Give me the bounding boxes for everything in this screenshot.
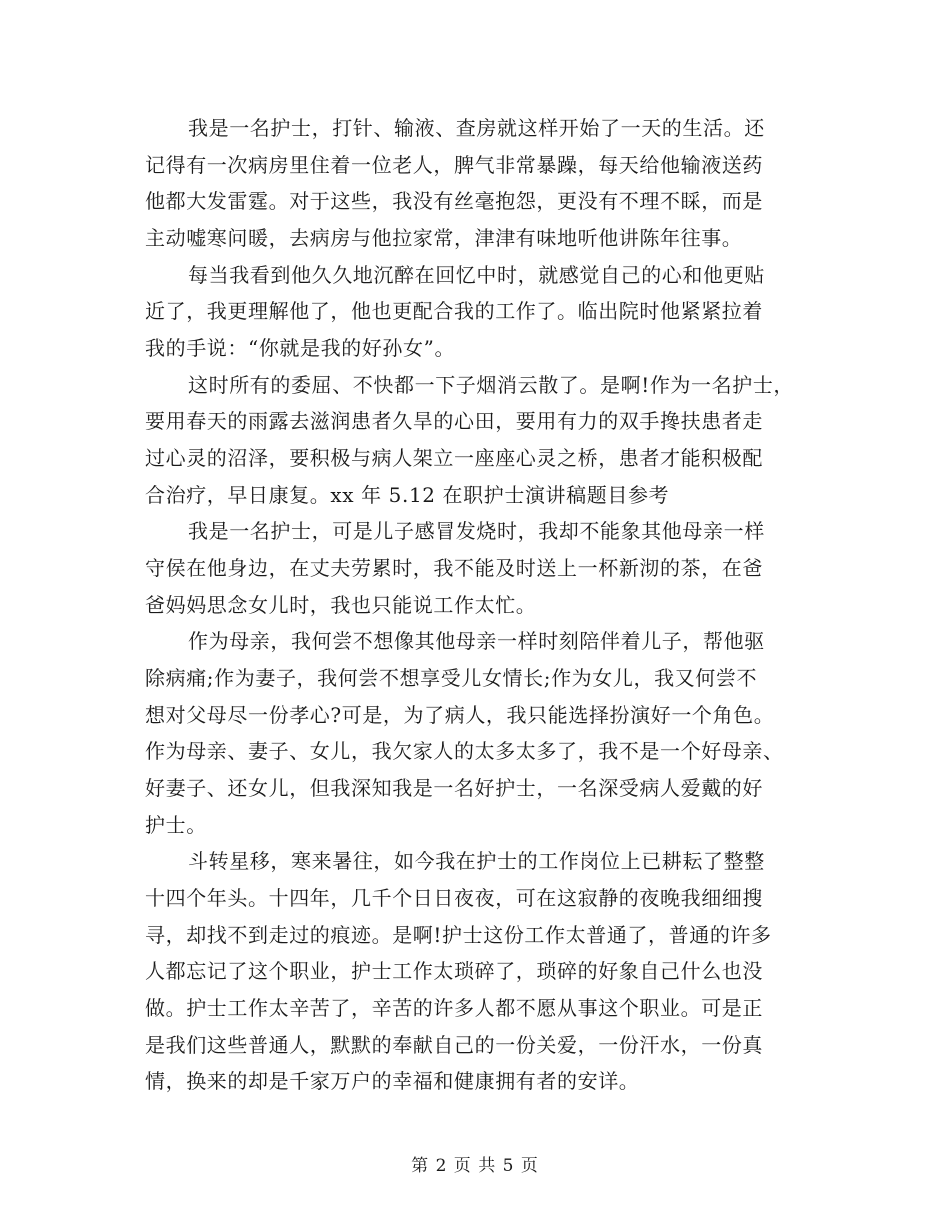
text-line: 寻，却找不到走过的痕迹。是啊!护士这份工作太普通了，普通的许多 xyxy=(145,923,772,947)
text-line: 情，换来的却是千家万户的幸福和健康拥有者的安详。 xyxy=(145,1069,640,1093)
text-line: 爸妈妈思念女儿时，我也只能说工作太忙。 xyxy=(145,593,537,617)
text-line: 他都大发雷霆。对于这些，我没有丝毫抱怨，更没有不理不睬，而是 xyxy=(145,189,763,213)
text-line: 作为母亲，我何尝不想像其他母亲一样时刻陪伴着儿子，帮他驱 xyxy=(188,629,765,653)
text-line: 合治疗，早日康复。xx 年 5.12 在职护士演讲稿题目参考 xyxy=(145,483,670,507)
text-line: 过心灵的沼泽，要积极与病人架立一座座心灵之桥，患者才能积极配 xyxy=(145,446,763,470)
text-line: 十四个年头。十四年，几千个日日夜夜，可在这寂静的夜晚我细细搜 xyxy=(145,886,763,910)
text-line: 做。护士工作太辛苦了，辛苦的许多人都不愿从事这个职业。可是正 xyxy=(145,996,763,1020)
page-footer xyxy=(0,1155,950,1177)
current-page-number: 2 xyxy=(435,1156,448,1176)
text-line: 人都忘记了这个职业，护士工作太琐碎了，琐碎的好象自己什么也没 xyxy=(145,959,763,983)
footer-suffix: 页 xyxy=(520,1156,539,1176)
text-line: 主动嘘寒问暖，去病房与他拉家常，津津有味地听他讲陈年往事。 xyxy=(145,226,743,250)
text-line: 我是一名护士，打针、输液、查房就这样开始了一天的生活。还 xyxy=(188,116,765,140)
text-line: 是我们这些普通人，默默的奉献自己的一份关爱，一份汗水，一份真 xyxy=(145,1033,763,1057)
text-line: 每当我看到他久久地沉醉在回忆中时，就感觉自己的心和他更贴 xyxy=(188,263,765,287)
text-line: 好妻子、还女儿，但我深知我是一名好护士，一名深受病人爱戴的好 xyxy=(145,776,763,800)
text-line: 斗转星移，寒来暑往，如今我在护士的工作岗位上已耕耘了整整 xyxy=(188,849,765,873)
footer-prefix: 第 xyxy=(411,1156,430,1176)
text-line: 我是一名护士，可是儿子感冒发烧时，我却不能象其他母亲一样 xyxy=(188,519,765,543)
text-line: 这时所有的委屈、不快都一下子烟消云散了。是啊!作为一名护士， xyxy=(188,373,795,397)
total-page-count: 5 xyxy=(502,1156,515,1176)
text-line: 想对父母尽一份孝心?可是，为了病人，我只能选择扮演好一个角色。 xyxy=(145,703,775,727)
footer-middle: 页 共 xyxy=(453,1156,497,1176)
text-line: 除病痛;作为妻子，我何尝不想享受儿女情长;作为女儿，我又何尝不 xyxy=(145,666,758,690)
text-line: 守侯在他身边，在丈夫劳累时，我不能及时送上一杯新沏的茶，在爸 xyxy=(145,556,763,580)
text-line: 近了，我更理解他了，他也更配合我的工作了。临出院时他紧紧拉着 xyxy=(145,299,763,323)
text-line: 要用春天的雨露去滋润患者久旱的心田，要用有力的双手搀扶患者走 xyxy=(145,409,763,433)
text-line: 护士。 xyxy=(145,813,207,837)
text-line: 我的手说：“你就是我的好孙女”。 xyxy=(145,336,456,360)
text-line: 记得有一次病房里住着一位老人，脾气非常暴躁，每天给他输液送药 xyxy=(145,153,763,177)
text-line: 作为母亲、妻子、女儿，我欠家人的太多太多了，我不是一个好母亲、 xyxy=(145,739,784,763)
